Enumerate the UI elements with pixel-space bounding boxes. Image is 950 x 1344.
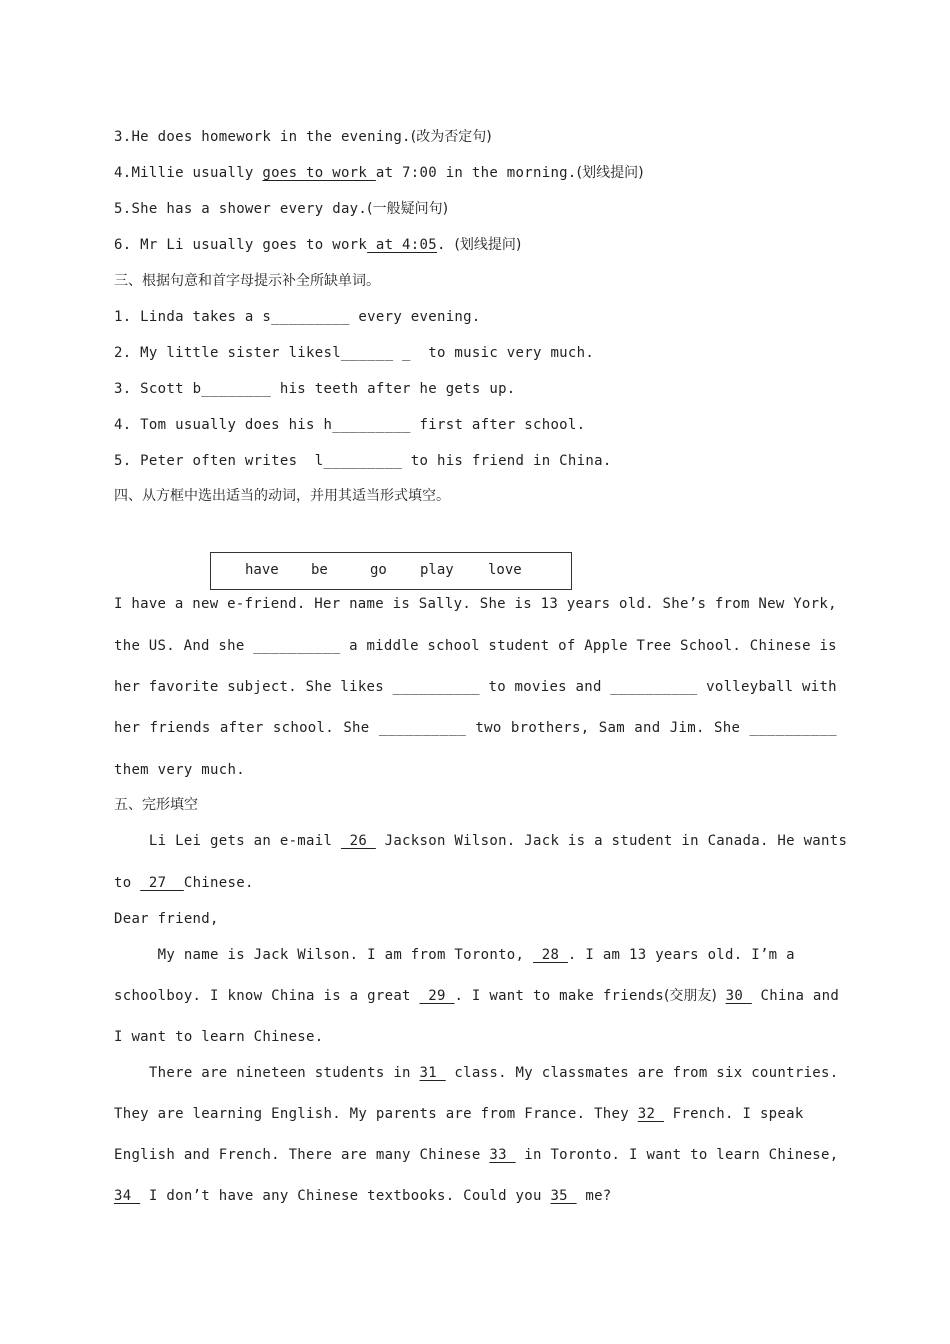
passage-word: name: [349, 596, 384, 612]
passage-word: middle: [366, 638, 419, 654]
passage-word: after: [219, 720, 264, 736]
word-option: play: [420, 562, 454, 578]
passage-line: [114, 594, 837, 614]
question-6: 6. Mr Li usually goes to work at 4:05. (划线提问): [114, 237, 522, 253]
cloze-line: There are nineteen students in 31 class. My classmates are from six countries.: [114, 1065, 839, 1081]
passage-word: volleyball: [706, 679, 794, 695]
passage-line: [114, 760, 245, 780]
passage-word: is: [819, 638, 837, 654]
cloze-line: English and French. There are many Chinese 33 in Toronto. I want to learn Chinese,: [114, 1147, 839, 1163]
passage-word: a: [174, 596, 184, 612]
passage-word: to: [488, 679, 506, 695]
passage-word: a: [349, 638, 358, 654]
passage-word: them very much.: [114, 762, 245, 778]
passage-word: York,: [793, 596, 837, 612]
passage-word: two: [475, 720, 502, 736]
passage-word: is: [514, 596, 532, 612]
passage-word: student: [488, 638, 550, 654]
fill-item-5: 5. Peter often writes l_________ to his friend in China.: [114, 453, 612, 469]
passage-word: school: [427, 638, 480, 654]
passage-word: Apple: [584, 638, 628, 654]
cloze-line: schoolboy. I know China is a great 29 . I want to make friends(交朋友) 30 China and: [114, 988, 840, 1004]
passage-word: Chinese: [749, 638, 811, 654]
cloze-line: 34 I don’t have any Chinese textbooks. Could you 35 me?: [114, 1188, 612, 1204]
fill-item-3: 3. Scott b________ his teeth after he gets up.: [114, 381, 516, 397]
answer-blank[interactable]: __________: [253, 638, 341, 654]
cloze-blank-32[interactable]: 32: [637, 1106, 664, 1122]
passage-word: have: [131, 596, 167, 612]
word-box: [210, 552, 572, 590]
answer-blank[interactable]: __________: [749, 720, 837, 736]
passage-word: with: [802, 679, 837, 695]
passage-word: her: [114, 679, 141, 695]
passage-word: She: [714, 720, 741, 736]
answer-blank[interactable]: l______ _: [332, 345, 411, 361]
passage-word: School.: [680, 638, 742, 654]
section-4-heading: 四、从方框中选出适当的动词，并用其适当形式填空。: [114, 488, 450, 504]
answer-blank[interactable]: h_________: [323, 417, 411, 433]
passage-word: and: [634, 720, 661, 736]
word-option: go: [370, 562, 387, 578]
answer-blank[interactable]: __________: [378, 720, 467, 736]
word-option: have: [245, 562, 279, 578]
passage-word: school.: [272, 720, 334, 736]
passage-line: [114, 718, 837, 738]
passage-word: She: [343, 720, 370, 736]
passage-word: She: [305, 679, 332, 695]
fill-item-2: 2. My little sister likesl______ _ to music very much.: [114, 345, 595, 361]
passage-word: years: [566, 596, 611, 612]
passage-word: US.: [148, 638, 175, 654]
cloze-blank-27[interactable]: 27: [140, 875, 184, 891]
cloze-line: They are learning English. My parents are from France. They 32 French. I speak: [114, 1106, 804, 1122]
passage-word: favorite: [148, 679, 219, 695]
passage-word: Tree: [636, 638, 672, 654]
cloze-blank-28[interactable]: 28: [532, 947, 568, 963]
passage-word: Her: [314, 596, 341, 612]
word-option: be: [311, 562, 328, 578]
cloze-line: My name is Jack Wilson. I am from Toronto, 28 . I am 13 years old. I’m a: [114, 947, 795, 963]
passage-word: new: [192, 596, 219, 612]
cloze-blank-34[interactable]: 34: [114, 1188, 141, 1204]
passage-word: Sam: [598, 720, 625, 736]
cloze-blank-31[interactable]: 31: [419, 1065, 446, 1081]
passage-word: She: [479, 596, 506, 612]
answer-blank[interactable]: __________: [392, 679, 480, 695]
cloze-blank-26[interactable]: 26: [340, 833, 376, 849]
passage-word: she: [218, 638, 245, 654]
passage-word: movies: [514, 679, 567, 695]
passage-word: 13: [540, 596, 559, 612]
passage-word: her: [114, 720, 141, 736]
passage-word: from: [714, 596, 750, 612]
passage-word: likes: [340, 679, 385, 695]
cloze-line: Li Lei gets an e-mail 26 Jackson Wilson. Jack is a student in Canada. He wants: [114, 833, 848, 849]
passage-word: friends: [149, 720, 211, 736]
cloze-blank-29[interactable]: 29: [419, 988, 455, 1004]
cloze-blank-30[interactable]: 30: [725, 988, 752, 1004]
passage-word: She’s: [662, 596, 707, 612]
answer-blank[interactable]: b________: [192, 381, 272, 397]
answer-blank[interactable]: s_________: [262, 309, 350, 325]
cloze-blank-35[interactable]: 35: [550, 1188, 577, 1204]
question-5: 5.She has a shower every day.(一般疑问句): [114, 201, 449, 217]
passage-word: Jim.: [669, 720, 705, 736]
passage-word: subject.: [227, 679, 298, 695]
passage-word: and: [575, 679, 602, 695]
passage-word: the: [114, 638, 141, 654]
passage-line: [114, 677, 837, 697]
question-4: 4.Millie usually goes to work at 7:00 in the morning.(划线提问): [114, 165, 644, 181]
section-5-heading: 五、完形填空: [114, 797, 198, 813]
cloze-line: I want to learn Chinese.: [114, 1029, 324, 1045]
passage-word: of: [558, 638, 576, 654]
passage-word: brothers,: [510, 720, 590, 736]
passage-word: e-friend.: [227, 596, 306, 612]
passage-word: I: [114, 596, 123, 612]
passage-word: New: [758, 596, 785, 612]
cloze-blank-33[interactable]: 33: [489, 1147, 516, 1163]
passage-word: old.: [619, 596, 654, 612]
fill-item-1: 1. Linda takes a s_________ every evening.: [114, 309, 481, 325]
passage-word: is: [392, 596, 411, 612]
cloze-line: to 27 Chinese.: [114, 875, 254, 891]
word-option: love: [488, 562, 522, 578]
answer-blank[interactable]: __________: [610, 679, 698, 695]
answer-blank[interactable]: l_________: [314, 453, 403, 469]
passage-word: Sally.: [418, 596, 472, 612]
salutation: Dear friend,: [114, 911, 219, 927]
section-3-heading: 三、根据句意和首字母提示补全所缺单词。: [114, 273, 380, 289]
passage-word: And: [183, 638, 210, 654]
passage-line: [114, 636, 837, 656]
fill-item-4: 4. Tom usually does his h_________ first after school.: [114, 417, 586, 433]
question-3: 3.He does homework in the evening.(改为否定句): [114, 129, 492, 145]
